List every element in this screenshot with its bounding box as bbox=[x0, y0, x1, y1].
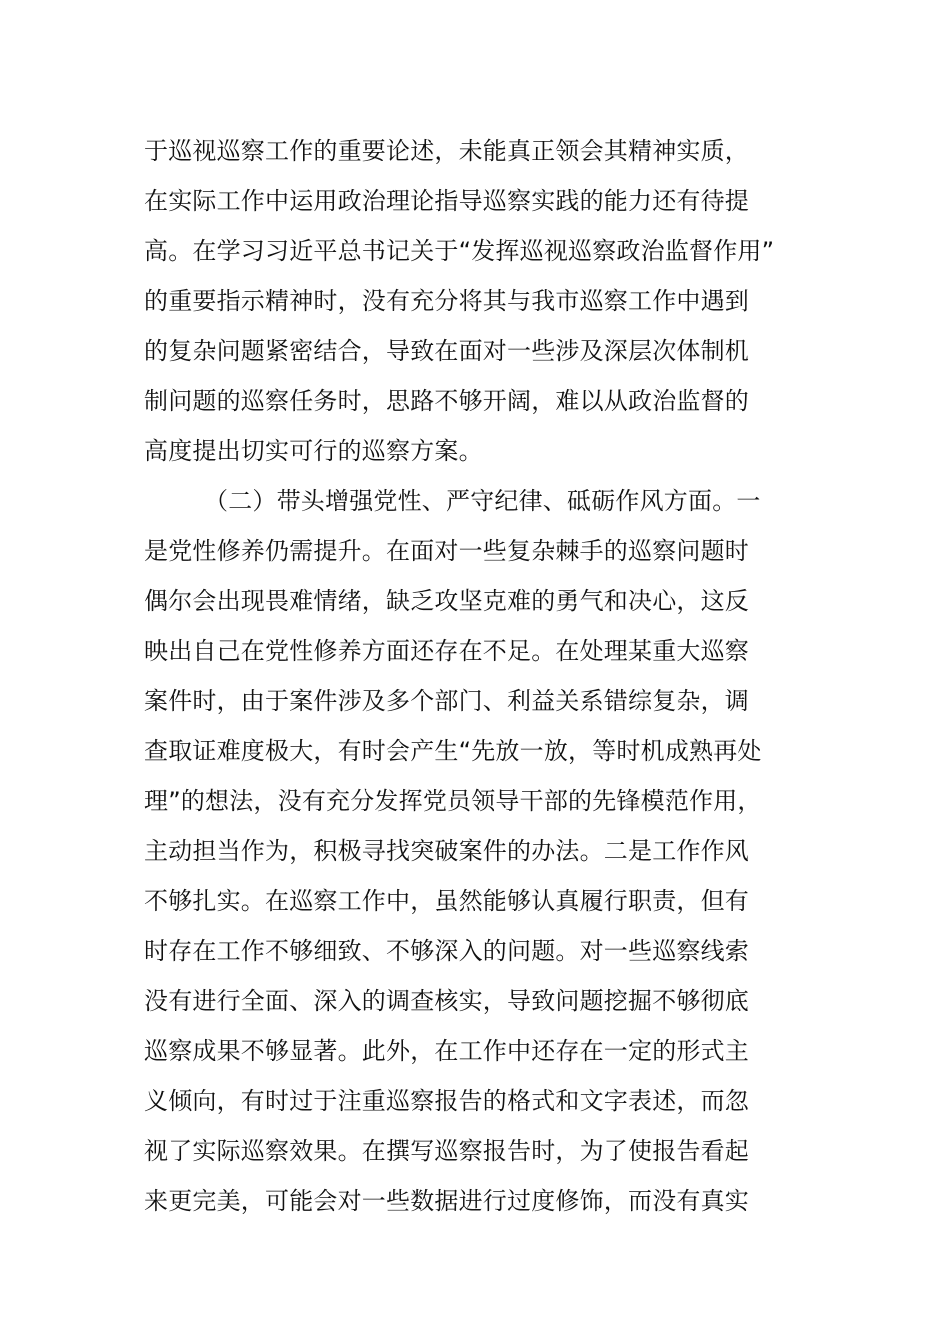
text-line: 没有进行全面、深入的调查核实，导致问题挖掘不够彻底 bbox=[144, 987, 749, 1015]
text-line: 在实际工作中运用政治理论指导巡察实践的能力还有待提 bbox=[144, 187, 749, 215]
section-heading-line: （二）带头增强党性、严守纪律、砥砺作风方面。一 bbox=[204, 487, 761, 515]
text-line: 理”的想法，没有充分发挥党员领导干部的先锋模范作用， bbox=[144, 787, 762, 815]
text-line: 的复杂问题紧密结合，导致在面对一些涉及深层次体制机 bbox=[144, 337, 749, 365]
text-line: 的重要指示精神时，没有充分将其与我市巡察工作中遇到 bbox=[144, 287, 749, 315]
text-line: 映出自己在党性修养方面还存在不足。在处理某重大巡察 bbox=[144, 637, 749, 665]
text-line: 高。在学习习近平总书记关于“发挥巡视巡察政治监督作用” bbox=[144, 237, 775, 265]
text-line: 偶尔会出现畏难情绪，缺乏攻坚克难的勇气和决心，这反 bbox=[144, 587, 749, 615]
text-line: 高度提出切实可行的巡察方案。 bbox=[144, 437, 483, 465]
text-line: 来更完美，可能会对一些数据进行过度修饰，而没有真实 bbox=[144, 1187, 749, 1215]
text-line: 制问题的巡察任务时，思路不够开阔，难以从政治监督的 bbox=[144, 387, 749, 415]
text-line: 视了实际巡察效果。在撰写巡察报告时，为了使报告看起 bbox=[144, 1137, 749, 1165]
text-line: 是党性修养仍需提升。在面对一些复杂棘手的巡察问题时 bbox=[144, 537, 749, 565]
text-line: 案件时，由于案件涉及多个部门、利益关系错综复杂，调 bbox=[144, 687, 749, 715]
text-line: 于巡视巡察工作的重要论述，未能真正领会其精神实质， bbox=[144, 137, 749, 165]
text-line: 时存在工作不够细致、不够深入的问题。对一些巡察线索 bbox=[144, 937, 749, 965]
text-line: 主动担当作为，积极寻找突破案件的办法。二是工作作风 bbox=[144, 837, 749, 865]
document-body bbox=[144, 126, 816, 1226]
text-line: 巡察成果不够显著。此外，在工作中还存在一定的形式主 bbox=[144, 1037, 749, 1065]
text-line: 不够扎实。在巡察工作中，虽然能够认真履行职责，但有 bbox=[144, 887, 749, 915]
text-line: 义倾向，有时过于注重巡察报告的格式和文字表述，而忽 bbox=[144, 1087, 749, 1115]
text-line: 查取证难度极大，有时会产生“先放一放，等时机成熟再处 bbox=[144, 737, 762, 765]
